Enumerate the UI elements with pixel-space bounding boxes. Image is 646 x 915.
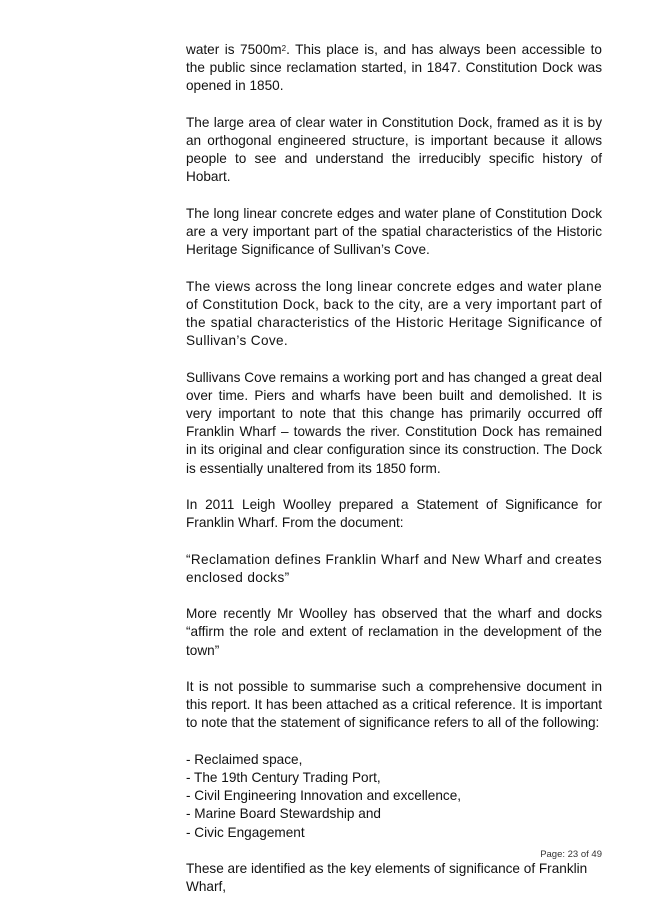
list-item: - Civic Engagement xyxy=(186,824,305,840)
paragraph-summarise: It is not possible to summarise such a comprehensive document in this report. It has been attached as a critical reference. It is important to note that the statement of significance refers to all of the following: xyxy=(186,678,602,731)
paragraph-working-port: Sullivans Cove remains a working port and has changed a great deal over time. Piers and wharfs have been built and demolished. It is very important to note that this change has primarily occurred off Franklin Wharf – towards the river. Constitution Dock has remained in its original and clear configuration since its construction. The Dock is essentially unaltered from its 1850 form. xyxy=(186,369,602,476)
superscript-squared: 2 xyxy=(281,44,287,53)
paragraph-water-area xyxy=(186,41,602,96)
paragraph-views: The views across the long linear concrete edges and water plane of Constitution Dock, back to the city, are a very important part of the spatial characteristics of the Historic Heritage Significance of Sullivan’s Cove. xyxy=(186,278,602,349)
list-item: - Marine Board Stewardship and xyxy=(186,806,381,822)
page-body xyxy=(186,41,602,896)
list-item: - The 19th Century Trading Port, xyxy=(186,769,381,785)
page-number: Page: 23 of 49 xyxy=(540,849,602,860)
list-item: - Civil Engineering Innovation and excellence, xyxy=(186,788,462,804)
paragraph-linear-edges: The long linear concrete edges and water plane of Constitution Dock are a very important part of the spatial characteristics of the Historic Heritage Significance of Sullivan’s Cove. xyxy=(186,205,602,258)
quote-reclamation: “Reclamation defines Franklin Wharf and New Wharf and creates enclosed docks” xyxy=(186,551,602,585)
paragraph-clear-water: The large area of clear water in Constitution Dock, framed as it is by an orthogonal engineered structure, is important because it allows people to see and understand the irreducibly specific history of Hobart. xyxy=(186,114,602,185)
paragraph-key-elements: These are identified as the key elements of significance of Franklin Wharf, xyxy=(186,860,588,895)
paragraph-woolley-observed: More recently Mr Woolley has observed that the wharf and docks “affirm the role and extent of reclamation in the development of the town” xyxy=(186,606,602,658)
significance-list xyxy=(186,751,602,842)
list-item: - Reclaimed space, xyxy=(186,751,303,767)
paragraph-text: water is 7500m xyxy=(186,42,282,57)
paragraph-woolley-statement: In 2011 Leigh Woolley prepared a Statement of Significance for Franklin Wharf. From the document: xyxy=(186,497,602,531)
paragraph-text: . This place is, and has always been accessible to the public since reclamation started, in 1847. Constitution Dock was opened in 1850. xyxy=(186,42,602,94)
